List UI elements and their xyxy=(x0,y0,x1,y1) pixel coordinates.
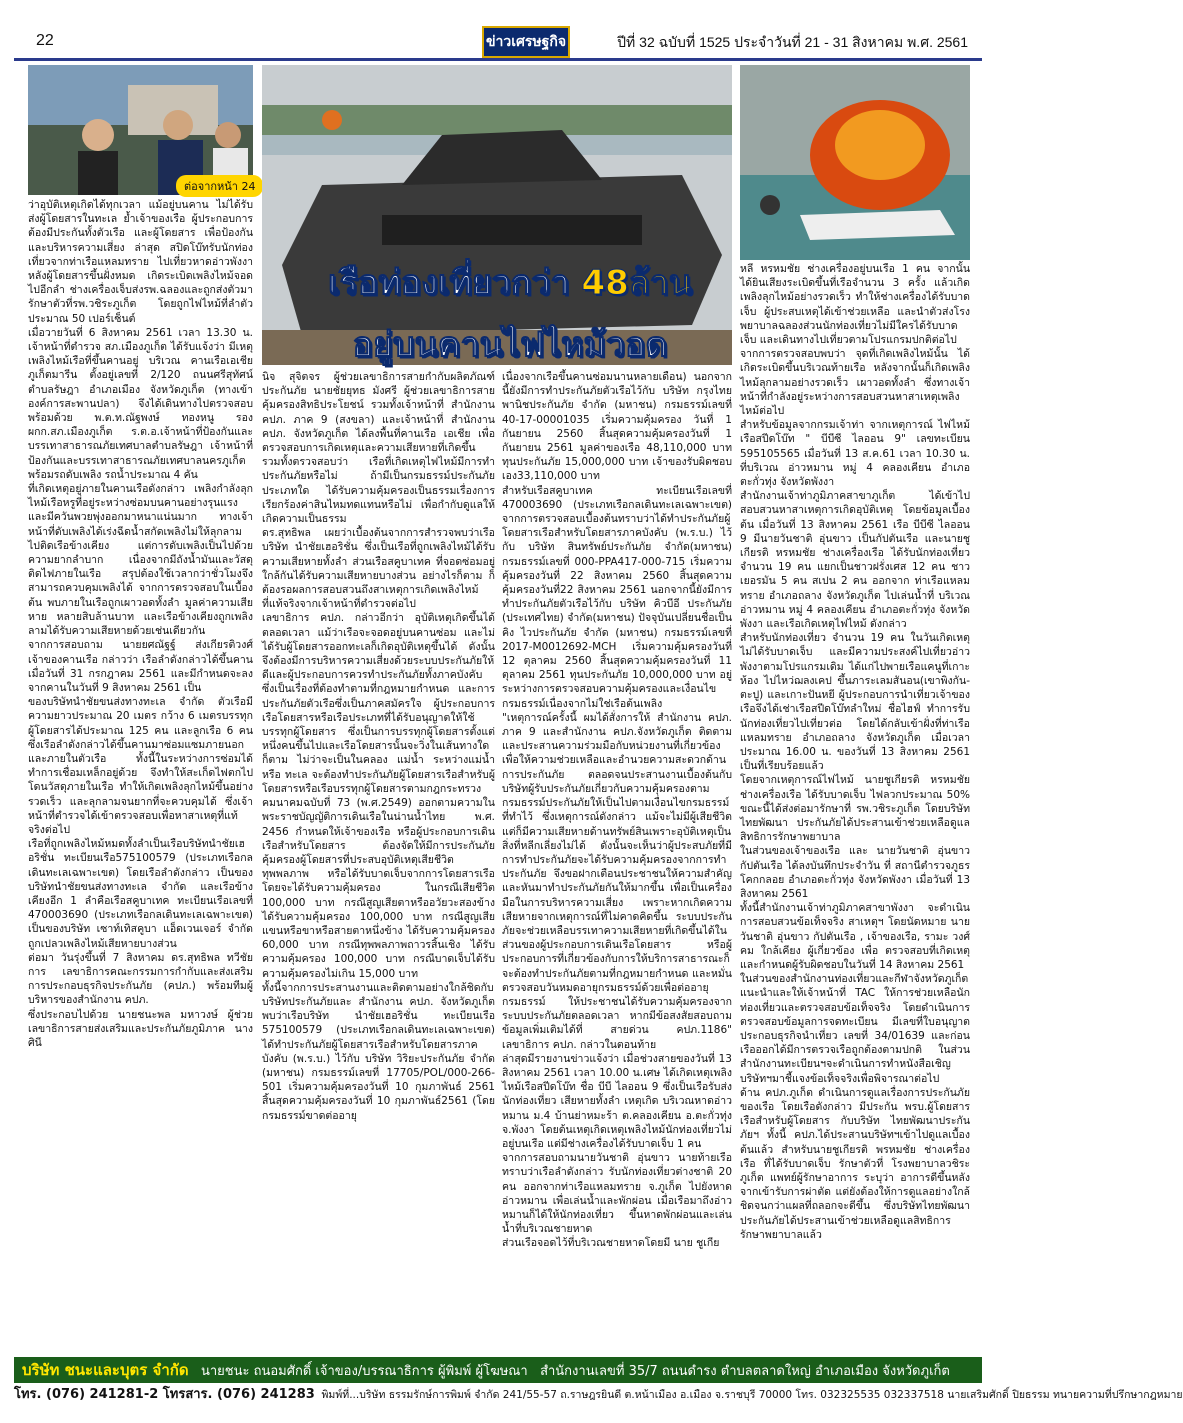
article-column-3 xyxy=(502,370,732,1348)
speedboat-fire-image xyxy=(740,65,970,260)
newspaper-logo: ข่าวเศรษฐกิจ xyxy=(482,26,570,58)
article-column-2 xyxy=(262,370,495,1348)
page-header xyxy=(14,26,982,61)
issue-info: ปีที่ 32 ฉบับที่ 1525 ประจำวันที่ 21 - 31 สิงหาคม พ.ศ. 2561 xyxy=(617,34,968,50)
footer-line xyxy=(14,1383,1183,1407)
page-number: 22 xyxy=(36,32,54,49)
column-2-text: นิจ สุจิตจร ผู้ช่วยเลขาธิการสายกำกับผลิตภัณฑ์ประกันภัย นายชัยยุทธ มังศรี ผู้ช่วยเลขาธิการสายคุ้มครองสิทธิประโยชน์ รวมทั้งเจ้าหน้าที่ สำนักงาน คปภ. ภาค 9 (สงขลา) และเจ้าหน้าที่ สำนักงาน คปภ. จังหวัดภูเก็ต ได้ลงพื้นที่คานเรือ เอเชีย เพื่อตรวจสอบการเกิดเหตุและความเสียหายที่เกิดขึ้น รวมทั้งตรวจสอบว่า เรือที่เกิดเหตุไฟไหม้มีการทำประกันภัยหรือไม่ ถ้ามีเป็นกรมธรรม์ประกันภัยประเภทใด ได้รับความคุ้มครองเป็นธรรมเรื่องการเรียกร้องค่าสินไหมทดแทนหรือไม่ เพื่อกำกับดูแลให้เกิดความเป็นธรรม ดร.สุทธิพล เผยว่าเบื้องต้นจากการสำรวจพบว่าเรือ บริษัท นำชัยเฮอริชั่น ซึ่งเป็นเรือที่ถูกเพลิงไหม้ได้รับความเสียหายทั้งลำ ส่วนเรือสคูบาเทค ที่จอดซ่อมอยู่ใกล้กันได้รับความเสียหายบางส่วน อย่างไรก็ตาม ก็ต้องรอผลการสอบสวนถึงสาเหตุการเกิดเพลิงไหม้ที่แท้จริงจากเจ้าหน้าที่ตำรวจต่อไป เลขาธิการ คปภ. กล่าวอีกว่า อุบัติเหตุเกิดขึ้นได้ตลอดเวลา แม้ว่าเรือจะจอดอยู่บนคานซ่อม และไม่ได้รับผู้โดยสารออกทะเลก็เกิดอุบัติเหตุขึ้นได้ ดังนั้นจึงต้องมีการบริหารความเสี่ยงด้วยระบบประกันภัยให้ดีและผู้ประกอบการควรทำประกันภัยทั้งภาคบังคับ ซึ่งเป็นเรื่องที่ต้องทำตามที่กฎหมายกำหนด และการประกันภัยตัวเรือซึ่งเป็นภาคสมัครใจ ผู้ประกอบการเรือโดยสารหรือเรือประเภทที่ได้รับอนุญาตให้ใช้บรรทุกผู้โดยสาร ซึ่งเป็นการบรรทุกผู้โดยสารตั้งแต่หนึ่งคนขึ้นไปและเรือโดยสารนั้นจะวิ่งในเส้นทางใดก็ตาม ไม่ว่าจะเป็นในคลอง แม่น้ำ ระหว่างแม่น้ำ หรือ ทะเล จะต้องทำประกันภัยผู้โดยสารเรือสำหรับผู้โดยสารหรือเรือบรรทุกผู้โดยสารตามกฎกระทรวงคมนาคมฉบับที่ 73 (พ.ศ.2549) ออกตามความในพระราชบัญญัติการเดินเรือในน่านน้ำไทย พ.ศ. 2456 กำหนดให้เจ้าของเรือ หรือผู้ประกอบการเดินเรือสำหรับโดยสาร ต้องจัดให้มีการประกันภัยคุ้มครองผู้โดยสารที่ประสบอุบัติเหตุเสียชีวิต ทุพพลภาพ หรือได้รับบาดเจ็บจากการโดยสารเรือ โดยจะได้รับความคุ้มครอง ในกรณีเสียชีวิต 100,000 บาท กรณีสูญเสียตาหรืออวัยวะสองข้าง ได้รับความคุ้มครอง 100,000 บาท กรณีสูญเสียแขนหรือขาหรือสายตาหนึ่งข้าง ได้รับความคุ้มครอง 60,000 บาท กรณีทุพพลภาพถาวรสิ้นเชิง ได้รับความคุ้มครอง 100,000 บาท กรณีบาดเจ็บได้รับความคุ้มครองไม่เกิน 15,000 บาท ทั้งนี้จากการประสานงานและติดตามอย่างใกล้ชิดกับบริษัทประกันภัยและ สำนักงาน คปภ. จังหวัดภูเก็ต พบว่าเรือบริษัท นำชัยเฮอริชั่น ทะเบียนเรือ 575100579 (ประเภทเรือกลเดินทะเลเฉพาะเขต) ได้ทำประกันภัยผู้โดยสารเรือสำหรับโดยสารภาคบังคับ (พ.ร.บ.) ไว้กับ บริษัท วิริยะประกันภัย จำกัด (มหาชน) กรมธรรม์เลขที่ 17705/POL/000-266-501 เริ่มความคุ้มครองวันที่ 10 กุมภาพันธ์ 2561 สิ้นสุดความคุ้มครองวันที่ 10 กุมภาพันธ์2561 (โดยกรมธรรม์ขาดต่ออายุ xyxy=(262,371,495,1122)
headline xyxy=(305,255,715,371)
headline-line1 xyxy=(305,255,715,309)
article-column-4 xyxy=(740,262,970,1348)
headline-amount: 48ล้าน xyxy=(581,263,692,303)
article-column-1 xyxy=(28,198,253,1348)
footer-phone: โทร. (076) 241281-2 โทรสาร. (076) 241283 xyxy=(14,1387,315,1402)
headline-line1-text: เรือท่องเที่ยวกว่า xyxy=(328,263,570,303)
column-4-text: หลี หรหมชัย ช่างเครื่องอยู่บนเรือ 1 คน จากนั้นได้ยินเสียงระเบิดขึ้นที่เรือจำนวน 3 ครั้ง แล้วเกิดเพลิงลุกไหม้อย่างรวดเร็ว ทำให้ช่างเครื่องได้รับบาดเจ็บ ผู้ประสบเหตุได้เข้าช่วยเหลือ และนำตัวส่งโรงพยาบาลฉลองส่วนนักท่องเที่ยวไม่มีใครได้รับบาดเจ็บ และเดินทางไปเที่ยวตามโปรแกรมปกติต่อไป จากการตรวจสอบพบว่า จุดที่เกิดเพลิงไหม้นั้น ได้เกิดระเบิดขึ้นบริเวณท้ายเรือ หลังจากนั้นก็เกิดเพลิงไหม้ลุกลามอย่างรวดเร็ว เผาวอดทั้งลำ ซึ่งทางเจ้าหน้าที่กำลังอยู่ระหว่างการสอบสวนหาสาเหตุเพลิงไหม้ต่อไป สำหรับข้อมูลจากกรมเจ้าท่า จากเหตุการณ์ ไฟไหม้เรือสปีดโบ๊ท " บีบีซี ไลออน 9" เลขทะเบียน 595105565 เมื่อวันที่ 13 ส.ค.61 เวลา 10.30 น. ที่บริเวณ อ่าวหมาน หมู่ 4 คลองเคียน อำเภอตะกั่วทุ่ง จังหวัดพังงา สำนักงานเจ้าท่าภูมิภาคสาขาภูเก็ต ได้เข้าไปสอบสวนหาสาเหตุการเกิดอุบัติเหตุ โดยข้อมูลเบื้องต้น เมื่อวันที่ 13 สิงหาคม 2561 เรือ บีบีซี ไลออน 9 มีนายวันชาติ อุ่นขาว เป็นกัปตันเรือ และนายชูเกียรติ หรหมชัย ช่างเครื่องเรือ ได้รับนักท่องเที่ยว จำนวน 19 คน แยกเป็นชาวฝรั่งเศส 12 คน ชาวเยอรมัน 5 คน สเปน 2 คน ออกจาก ท่าเรือแหลมทราย อำเภอถลาง จังหวัดภูเก็ต ไปเล่นน้ำที่ บริเวณ อ่าวหมาน หมู่ 4 คลองเคียน อำเภอตะกั่วทุ่ง จังหวัดพังงา และเรือเกิดเหตุไฟไหม้ ดังกล่าว สำหรับนักท่องเที่ยว จำนวน 19 คน ในวันเกิดเหตุไม่ได้รับบาดเจ็บ และมีความประสงค์ไปเที่ยวอ่าวพังงาตามโปรแกรมเดิม ได้แก่ไปพายเรือแคนูที่เกาะห้อง ไปไหว่ฌลงเคป ขึ้นภาระเลมสันอน(เขาพิงกัน-ตะปู) และเกาะปันหยี ผู้ประกอบการนำเที่ยวเจ้าของเรือจึงได้เช่าเรือสปีดโบ๊ทลำใหม่ ชื่อไฮฟ์ ทำการรับนักท่องเที่ยวไปเที่ยวต่อ โดยได้กลับเข้าฝั่งที่ท่าเรือแหลมทราย อำเภอถลาง จังหวัดภูเก็ต เมื่อเวลาประมาณ 16.00 น. ของวันที่ 13 สิงหาคม 2561 เป็นที่เรียบร้อยแล้ว โดยจากเหตุการณ์ไฟไหม้ นายชูเกียรติ หรหมชัย ช่างเครื่องเรือ ได้รับบาดเจ็บ ไฟลวกประมาณ 50% ขณะนี้ได้ส่งต่อมารักษาที่ รพ.วชิระภูเก็ต โดยบริษัทไทยพัฒนา ประกันภัยได้ประสานเข้าช่วยเหลือดูแลสิทธิการรักษาพยาบาล ในส่วนของเจ้าของเรือ และ นายวันชาติ อุ่นขาว กัปตันเรือ ได้ลงบันทึกประจำวัน ที่ สถานีตำรวจภูธรโคกกลอย อำเภอตะกั่วทุ่ง จังหวัดพังงา เมื่อวันที่ 13 สิงหาคม 2561 ทั้งนี้สำนักงานเจ้าท่าภูมิภาคสาขาพังงา จะดำเนินการสอบสวนข้อเท็จจริง สาเหตุฯ โดยนัดหมาย นายวันชาติ อุ่นขาว กัปตันเรือ , เจ้าของเรือ, รามะ วงศ์คม ใกล้เคียง ผู้เกี่ยวข้อง เพื่อ ตรวจสอบที่เกิดเหตุ และกำหนดผู้รับผิดชอบในวันที่ 14 สิงหาคม 2561 ในส่วนของสำนักงานท่องเที่ยวและกีฬาจังหวัดภูเก็ตแนะนำและให้เจ้าหน้าที่ TAC ให้การช่วยเหลือนักท่องเที่ยวและตรวจสอบข้อเท็จจริง โดยดำเนินการตรวจสอบข้อมูลการจดทะเบียน มีเลขที่ใบอนุญาตประกอบธุรกิจนำเที่ยว เลขที่ 34/01639 และก่อนเรือออกได้มีการตรวจเรือถูกต้องตามปกติ ในส่วนสำนักงานทะเบียนฯจะดำเนินการทำหนังสือเชิญบริษัทฯมาชี้แจงข้อเท็จจริงเพื่อพิจารณาต่อไป ด้าน คปภ.ภูเก็ต ดำเนินการดูแลเรื่องการประกันภัยของเรือ โดยเรือดังกล่าว มีประกัน พรบ.ผู้โดยสาร เรือสำหรับผู้โดยสาร กับบริษัท ไทยพัฒนาประกันภัยฯ ทั้งนี้ คปภ.ได้ประสานบริษัทฯเข้าไปดูแลเบื้องต้นแล้ว สำหรับนายชูเกียรติ พรหมชัย ช่างเครื่องเรือ ที่ได้รับบาดเจ็บ รักษาตัวที่ โรงพยาบาลวชิระภูเก็ต แพทย์ผู้รักษาอาการ ระบุว่า อาการดีขึ้นหลังจากเข้ารับการผ่าตัด แต่ยังต้องให้การดูแลอย่างใกล้ชิดจนกว่าแผลที่ถลอกจะดีขึ้น ซึ่งบริษัทไทยพัฒนา ประกันภัยได้ประสานเข้าช่วยเหลือดูแลสิทธิการรักษาพยาบาลแล้ว xyxy=(740,263,970,1241)
continued-badge xyxy=(176,175,263,197)
footer-company: บริษัท ชนะและบุตร จำกัด xyxy=(22,1361,189,1379)
page-footer xyxy=(14,1357,1183,1412)
footer-printer: พิมพ์ที่...บริษัท ธรรมรักษ์การพิมพ์ จำกัด 241/55-57 ถ.ราษฎรยินดี ต.หน้าเมือง อ.เมือง จ.ราชบุรี 70000 โทร. 032325535 032337518 นายเสริมศักดิ์ ปิยธรรม ทนายความที่ปรึกษากฎหมาย xyxy=(321,1389,1183,1401)
footer-bar xyxy=(14,1357,982,1383)
column-3-text: เนื่องจากเรือขึ้นคานซ่อมนานหลายเดือน) นอกจากนี้ยังมีการทำประกันภัยตัวเรือไว้กับ บริษัท กรุงไทยพานิชประกันภัย จำกัด (มหาชน) กรมธรรม์เลขที่ 40-17-00001035 เริ่มความคุ้มครอง วันที่ 1 กันยายน 2560 สิ้นสุดความคุ้มครองวันที่ 1 กันยายน 2561 มูลค่าของเรือ 48,110,000 บาท ทุนประกันภัย 15,000,000 บาท เจ้าของรับผิดชอบเอง33,110,000 บาท สำหรับเรือสคูบาเทค ทะเบียนเรือเลขที่ 470003690 (ประเภทเรือกลเดินทะเลเฉพาะเขต) จากการตรวจสอบเบื้องต้นทราบว่าได้ทำประกันภัยผู้โดยสารเรือสำหรับโดยสารภาคบังคับ (พ.ร.บ.) ไว้กับ บริษัท สินทรัพย์ประกันภัย จำกัด(มหาชน) กรมธรรม์เลขที่ 000-PPA417-000-715 เริ่มความคุ้มครองวันที่ 22 สิงหาคม 2560 สิ้นสุดความคุ้มครองวันที่22 สิงหาคม 2561 นอกจากนี้ยังมีการทำประกันภัยตัวเรือไว้กับ บริษัท คิวบีอี ประกันภัย (ประเทศไทย) จำกัด(มหาชน) ปัจจุบันเปลี่ยนชื่อเป็น คิง ไวประกันภัย จำกัด (มหาชน) กรมธรรม์เลขที่ 2017-M0012692-MCH เริ่มความคุ้มครองวันที่ 12 ตุลาคม 2560 สิ้นสุดความคุ้มครองวันที่ 11 ตุลาคม 2561 ทุนประกันภัย 10,000,000 บาท อยู่ระหว่างการตรวจสอบความคุ้มครองและเงื่อนไขกรมธรรม์เนื่องจากไม่ใช่เรือต้นเพลิง "เหตุการณ์ครั้งนี้ ผมได้สั่งการให้ สำนักงาน คปภ. ภาค 9 และสำนักงาน คปภ.จังหวัดภูเก็ต ติดตามและประสานความร่วมมือกับหน่วยงานที่เกี่ยวข้องเพื่อให้ความช่วยเหลือและอำนวยความสะดวกด้านการประกันภัย ตลอดจนประสานงานเบื้องต้นกับบริษัทผู้รับประกันภัยเกี่ยวกับความคุ้มครองตามกรมธรรม์ประกันภัยให้เป็นไปตามเงื่อนไขกรมธรรม์ที่ทำไว้ ซึ่งเหตุการณ์ดังกล่าว แม้จะไม่มีผู้เสียชีวิต แต่ก็มีความเสียหายด้านทรัพย์สินเพราะอุบัติเหตุเป็นสิ่งที่หลีกเลี่ยงไม่ได้ ดังนั้นจะเห็นว่าผู้ประสบภัยที่มีการทำประกันภัยจะได้รับความคุ้มครองจากการทำประกันภัย จึงขอฝากเตือนประชาชนให้ความสำคัญ และหันมาทำประกันภัยกันให้มากขึ้น เพื่อเป็นเครื่องมือในการบริหารความเสี่ยง เพราะหากเกิดความเสียหายจากเหตุการณ์ที่ไม่คาดคิดขึ้น ระบบประกันภัยจะช่วยเหลือบรรเทาความเสียหายที่เกิดขึ้นได้ในส่วนของผู้ประกอบการเดินเรือโดยสาร หรือผู้ประกอบการที่เกี่ยวข้องกับการให้บริการสาธารณะก็จะต้องทำประกันภัยตามที่กฎหมายกำหนด และหมั่นตรวจสอบวันหมดอายุกรมธรรม์ด้วยเพื่อต่ออายุกรมธรรม์ ให้ประชาชนได้รับความคุ้มครองจากระบบประกันภัยตลอดเวลา หากมีข้อสงสัยสอบถามข้อมูลเพิ่มเติมได้ที่ สายด่วน คปภ.1186" เลขาธิการ คปภ. กล่าวในตอนท้าย ล่าสุดมีรายงานข่าวแจ้งว่า เมื่อช่วงสายของวันที่ 13 สิงหาคม 2561 เวลา 10.00 น.เศษ ได้เกิดเหตุเพลิงไหม้เรือสปีดโบ๊ท ชื่อ บีบี ไลออน 9 ซึ่งเป็นเรือรับส่งนักท่องเที่ยว เสียหายทั้งลำ เหตุเกิด บริเวณหาดอ่าวหมาน ม.4 บ้านย่าหมะร้า ต.คลองเคียน อ.ตะกั่วทุ่ง จ.พังงา โดยต้นเหตุเกิดเหตุเพลิงไหม้นักท่องเที่ยวไม่อยู่บนเรือ แต่มีช่างเครื่องได้รับบาดเจ็บ 1 คน จากการสอบถามนายวันชาติ อุ่นขาว นายท้ายเรือ ทราบว่าเรือลำดังกล่าว รับนักท่องเที่ยวต่างชาติ 20 คน ออกจากท่าเรือแหลมทราย จ.ภูเก็ต ไปยังหาดอ่าวหมาน เพื่อเล่นน้ำและพักผ่อน เมื่อเรือมาถึงอ่าวหมานก็ได้ให้นักท่องเที่ยว ขึ้นหาดพักผ่อนและเล่นน้ำที่บริเวณชายหาด ส่วนเรือจอดไว้ที่บริเวณชายหาดโดยมี นาย ชูเกีย xyxy=(502,371,732,1250)
footer-owner: นายชนะ ถนอมศักดิ์ เจ้าของ/บรรณาธิการ ผู้พิมพ์ ผู้โฆษณา xyxy=(200,1364,528,1379)
column-1-text: ว่าอุบัติเหตุเกิดได้ทุกเวลา แม้อยู่บนคาน ไม่ได้รับส่งผู้โดยสารในทะเล ย้ำเจ้าของเรือ ผู้ประกอบการต้องมีประกันทั้งตัวเรือ และผู้โดยสาร เพื่อป้องกันและบริหารความเสี่ยง ล่าสุด สปิดโบ๊ทรับนักท่องเที่ยวจากท่าเรือแหลมทราย ไปเที่ยวหาดอ่าวพังงา หลังผู้โดยสารขึ้นฝั่งหมด เกิดระเบิดเพลิงไหม้จอดไปอีกลำ ช่างเครื่องเจ็บส่งรพ.ฉลองและถูกส่งตัวมารักษาตัวที่รพ.วชิระภูเก็ต โดยถูกไฟไหม้ที่ลำตัวประมาณ 50 เปอร์เซ็นต์ เมื่อวายวันที่ 6 สิงหาคม 2561 เวลา 13.30 น. เจ้าหน้าที่ตำรวจ สภ.เมืองภูเก็ต ได้รับแจ้งว่า มีเหตุเพลิงไหม้เรือที่ขึ้นคานอยู่ บริเวณ คานเรือเอเชียภูเก็ตมารีน ตั้งอยู่เลขที่ 2/120 ถนนศรีสุทัศน์ ตำบลรัษฎา อำเภอเมือง จังหวัดภูเก็ต (ทางเข้าองค์การสะพานปลา) จึงได้เดินทางไปตรวจสอบ พร้อมด้วย พ.ต.ท.ณัฐพงษ์ ทองหนู รอง ผกก.สภ.เมืองภูเก็ต ร.ต.อ.เจ้าหน้าที่ป้องกันและบรรเทาสาธารณภัยเทศบาลตำบลรัษฎา เจ้าหน้าที่ป้องกันและบรรเทาสาธารณภัยเทศบาลนครภูเก็ต พร้อมรถดับเพลิง รถน้ำประมาณ 4 คัน ที่เกิดเหตุอยู่ภายในคานเรือดังกล่าว เพลิงกำลังลุกไหม้เรือหรูที่อยู่ระหว่างซ่อมบนคานอย่างรุนแรง และมีควันพวยพุ่งออกมาหนาแน่นมาก ทางเจ้าหน้าที่ดับเพลิงได้เร่งฉีดน้ำสกัดเพลิงไม่ให้ลุกลามไปติดเรือข้างเคียง แต่การดับเพลิงเป็นไปด้วยความยากลำบาก เนื่องจากมีถังน้ำมันและวัสดุติดไฟภายในเรือ สรุปต้องใช้เวลากว่าชั่วโมงจึงสามารถควบคุมเพลิงได้ จากการตรวจสอบในเบื้องต้น พบภายในเรือถูกเผาวอดทั้งลำ มูลค่าความเสียหาย หลายสิบล้านบาท และเรือข้างเคียงถูกเพลิงลามได้รับความเสียหายด้วยเช่นเดียวกัน จากการสอบถาม นายยศณัฐฐ์ ส่งเกียรติวงศ์ เจ้าของคานเรือ กล่าวว่า เรือลำดังกล่าวได้ขึ้นคานเมื่อวันที่ 31 กรกฎาคม 2561 และมีกำหนดจะลงจากคานในวันที่ 9 สิงหาคม 2561 เป็น ของบริษัทนำชัยขนส่งทางทะเล จำกัด ตัวเรือมีความยาวประมาณ 20 เมตร กว้าง 6 เมตรบรรทุกผู้โดยสารได้ประมาณ 125 คน และลูกเรือ 6 คน ซึ่งเรือลำดังกล่าวได้ขึ้นคานมาซ่อมแซมภายนอก และภายในตัวเรือ ทั้งนี้ในระหว่างการซ่อมได้ทำการเชื่อมเหล็กอยู่ด้วย จึงทำให้สะเก็ดไฟตกไปโดนวัสดุภายในเรือ ทำให้เกิดเพลิงลุกไหม้ขึ้นอย่างรวดเร็ว และลุกลามจนยากที่จะควบคุมได้ ซึ่งเจ้าหน้าที่ตำรวจได้เข้าตรวจสอบเพื่อหาสาเหตุที่แท้จริงต่อไป เรือที่ถูกเพลิงไหม้หมดทั้งลำเป็นเรือบริษัทนำชัยเฮอริชั่น ทะเบียนเรือ575100579 (ประเภทเรือกลเดินทะเลเฉพาะเขต) โดยเรือลำดังกล่าว เป็นของบริษัทนำชัยขนส่งทางทะเล จำกัด และเรือข้างเคียงอีก 1 ลำคือเรือสคูบาเทค ทะเบียนเรือเลขที่ 470003690 (ประเภทเรือกลเดินทะเลเฉพาะเขต) เป็นของบริษัท เซาท์เทิสคูบา แอ็ดเวนเจอร์ จำกัด ถูกเปลวเพลิงไหม้เสียหายบางส่วน ต่อมา วันรุ่งขึ้นที่ 7 สิงหาคม ดร.สุทธิพล ทวีชัยการ เลขาธิการคณะกรรมการกำกับและส่งเสริมการประกอบธุรกิจประกันภัย (คปภ.) พร้อมทีมผู้บริหารของสำนักงาน คปภ. ซึ่งประกอบไปด้วย นายชนะพล มหาวงษ์ ผู้ช่วยเลขาธิการสายส่งเสริมและประกันภัยภูมิภาค นางศินี xyxy=(28,199,253,1049)
footer-office: สำนักงานเลขที่ 35/7 ถนนดำรง ตำบลตลาดใหญ่ อำเภอเมือง จังหวัดภูเก็ต xyxy=(540,1364,950,1379)
headline-line2: อยู่บนคานไฟไหม้วอด xyxy=(352,325,668,365)
speedboat-fire-photo xyxy=(740,65,970,260)
continued-text: ต่อจากหน้า 24 xyxy=(184,180,256,193)
